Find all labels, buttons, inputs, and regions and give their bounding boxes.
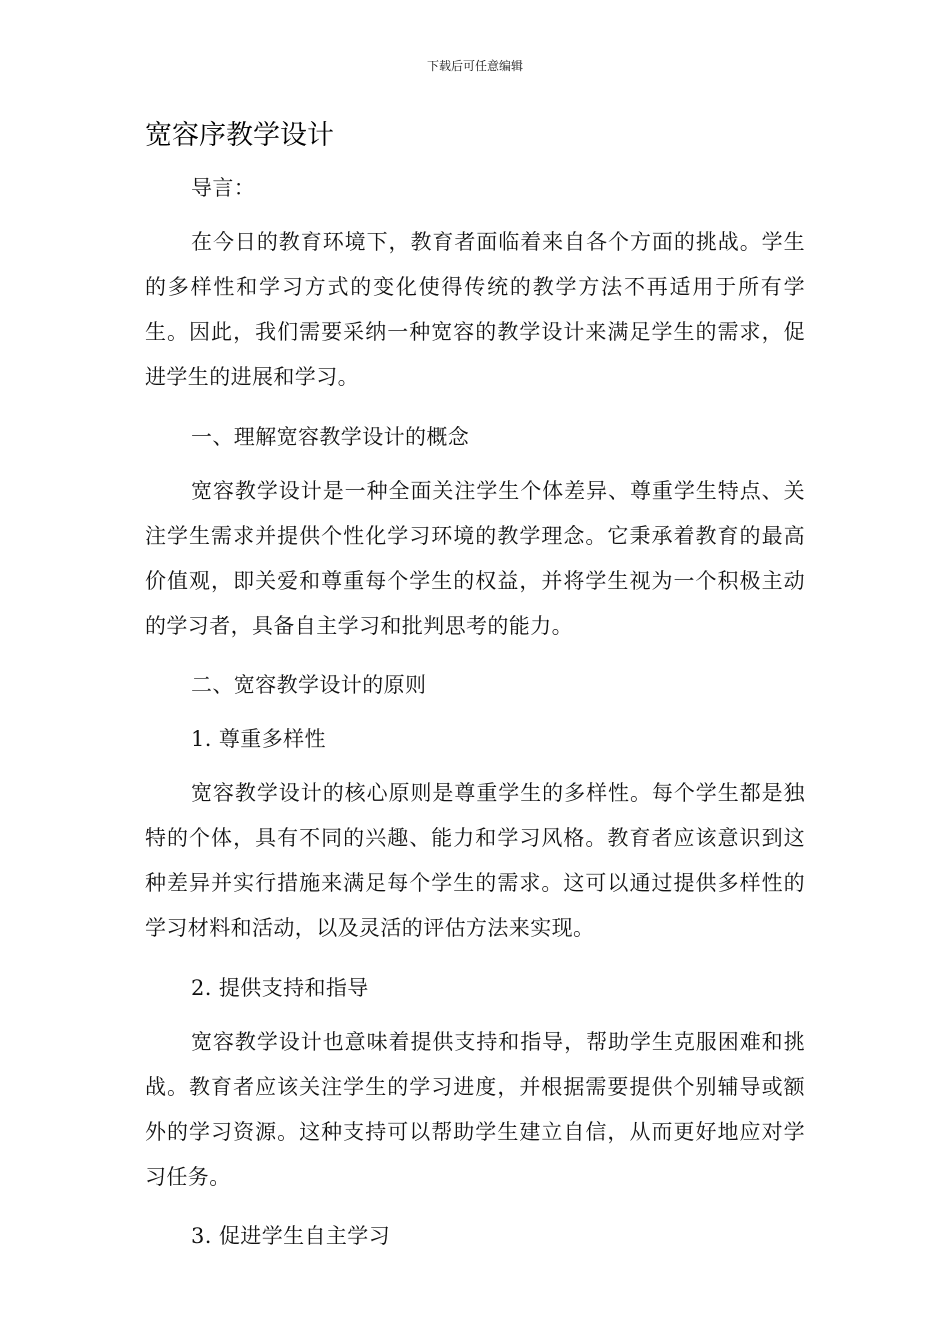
document-body	[145, 166, 805, 1268]
paragraph-concept: 宽容教学设计是一种全面关注学生个体差异、尊重学生特点、关注学生需求并提供个性化学习环境的教学理念。它秉承着教育的最高价值观，即关爱和尊重每个学生的权益，并将学生视为一个积极主动的学习者，具备自主学习和批判思考的能力。	[145, 478, 805, 638]
document-title: 宽容序教学设计	[145, 120, 334, 151]
header-note: 下载后可任意编辑	[426, 59, 523, 73]
paragraph-intro: 在今日的教育环境下，教育者面临着来自各个方面的挑战。学生的多样性和学习方式的变化使得传统的教学方法不再适用于所有学生。因此，我们需要采纳一种宽容的教学设计来满足学生的需求，促进学生的进展和学习。	[145, 230, 805, 389]
paragraph-diversity: 宽容教学设计的核心原则是尊重学生的多样性。每个学生都是独特的个体，具有不同的兴趣、能力和学习风格。教育者应该意识到这种差异并实行措施来满足每个学生的需求。这可以通过提供多样性的学习材料和活动，以及灵活的评估方法来实现。	[145, 781, 805, 940]
subheading-diversity: 1. 尊重多样性	[191, 727, 326, 751]
subheading-autonomy: 3. 促进学生自主学习	[191, 1224, 391, 1248]
paragraph-support: 宽容教学设计也意味着提供支持和指导，帮助学生克服困难和挑战。教育者应该关注学生的学习进度，并根据需要提供个别辅导或额外的学习资源。这种支持可以帮助学生建立自信，从而更好地应对学习任务。	[145, 1029, 805, 1189]
section-heading-principles: 二、宽容教学设计的原则	[191, 673, 427, 697]
section-heading-concept: 一、理解宽容教学设计的概念	[191, 424, 470, 449]
section-heading-intro: 导言：	[191, 176, 256, 200]
subheading-support: 2. 提供支持和指导	[191, 975, 369, 1000]
